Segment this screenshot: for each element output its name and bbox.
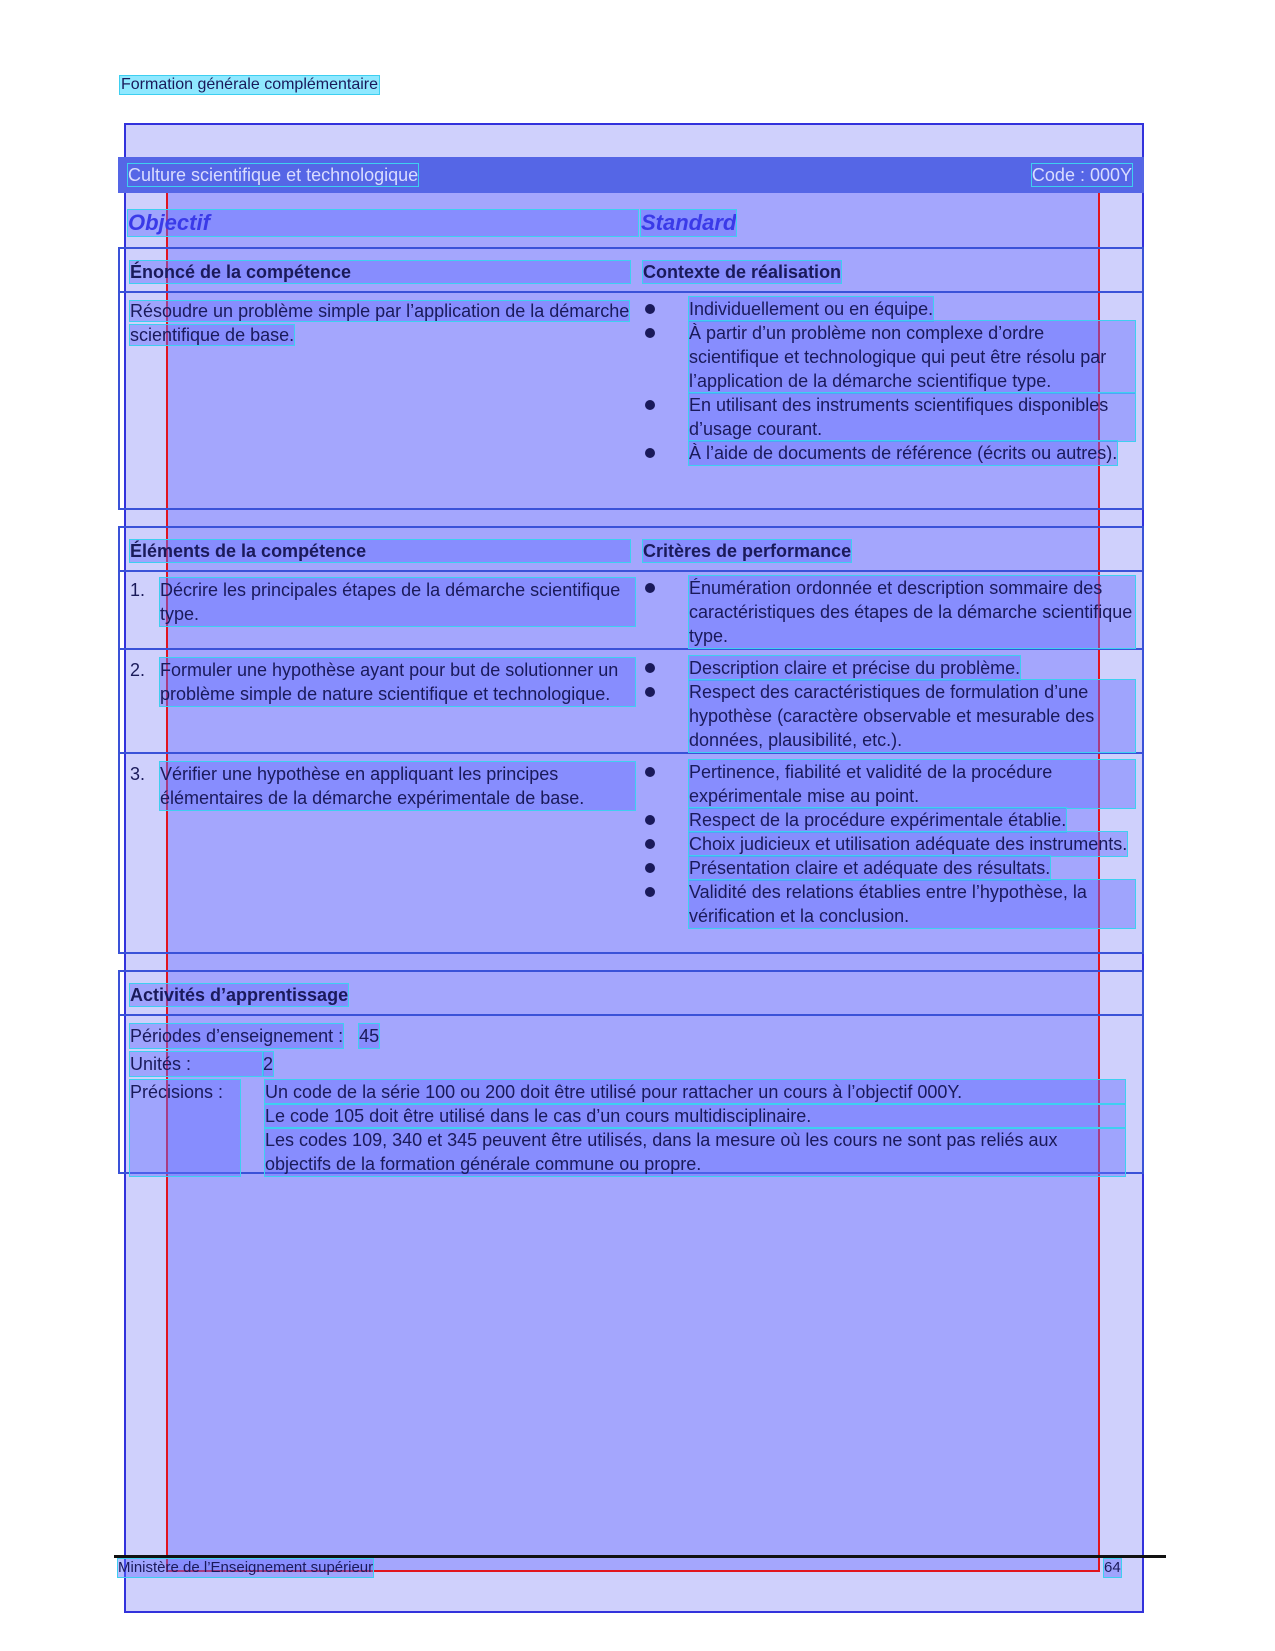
element-row bbox=[120, 754, 1142, 952]
criteria-item: Présentation claire et adéquate des résultats. bbox=[643, 856, 1135, 880]
activities-header-row bbox=[120, 972, 1142, 1016]
criteria-item: Pertinence, fiabilité et validité de la procédure expérimentale mise au point. bbox=[643, 760, 1135, 808]
competence-statement: Résoudre un problème simple par l’application de la démarche scientifique de base. bbox=[130, 301, 630, 345]
precision-item: Le code 105 doit être utilisé dans le cas d’un cours multidisciplinaire. bbox=[265, 1104, 1125, 1128]
standard-heading: Standard bbox=[641, 210, 737, 235]
elements-heading: Éléments de la compétence bbox=[130, 540, 630, 562]
competence-statement-heading: Énoncé de la compétence bbox=[130, 261, 630, 283]
bullet-icon bbox=[645, 839, 655, 849]
element-item: 1. Décrire les principales étapes de la démarche scientifique type. bbox=[130, 578, 635, 626]
bullet-icon bbox=[645, 815, 655, 825]
criteria-item: Respect des caractéristiques de formulation d’une hypothèse (caractère observable et mesurable des données, plausibilité, etc.). bbox=[643, 680, 1135, 752]
criteria-list bbox=[643, 656, 1135, 752]
activities-details bbox=[130, 1024, 1125, 1176]
precisions-label: Précisions : bbox=[130, 1080, 240, 1176]
competence-content-row bbox=[120, 293, 1142, 508]
criteria-list bbox=[643, 760, 1135, 928]
criteria-list bbox=[643, 576, 1135, 648]
bullet-icon bbox=[645, 400, 655, 410]
precision-item: Un code de la série 100 ou 200 doit être utilisé pour rattacher un cours à l’objectif 000Y. bbox=[265, 1080, 1125, 1104]
competence-header-row bbox=[120, 249, 1142, 293]
page-number: 64 bbox=[1104, 1559, 1121, 1576]
bullet-icon bbox=[645, 863, 655, 873]
periods-value: 45 bbox=[359, 1026, 380, 1046]
elements-box bbox=[118, 526, 1144, 954]
criteria-heading: Critères de performance bbox=[643, 541, 852, 561]
running-header: Formation générale complémentaire bbox=[121, 76, 379, 93]
context-item: À partir d’un problème non complexe d’ordre scientifique et technologique qui peut être résolu par l’application de la démarche scientifique type. bbox=[643, 321, 1135, 393]
competence-box bbox=[118, 247, 1144, 510]
element-item: 3. Vérifier une hypothèse en appliquant les principes élémentaires de la démarche expérimentale de base. bbox=[130, 762, 635, 810]
bullet-icon bbox=[645, 328, 655, 338]
element-row bbox=[120, 572, 1142, 650]
units-row bbox=[130, 1052, 1125, 1076]
context-item: Individuellement ou en équipe. bbox=[643, 297, 1135, 321]
footer-ministry: Ministère de l’Enseignement supérieur bbox=[118, 1559, 374, 1576]
bullet-icon bbox=[645, 767, 655, 777]
element-item: 2. Formuler une hypothèse ayant pour but de solutionner un problème simple de nature scientifique et technologique. bbox=[130, 658, 635, 706]
criteria-item: Énumération ordonnée et description sommaire des caractéristiques des étapes de la démarche scientifique type. bbox=[643, 576, 1135, 648]
context-item: En utilisant des instruments scientifiques disponibles d’usage courant. bbox=[643, 393, 1135, 441]
footer-rule bbox=[114, 1555, 1166, 1558]
course-title: Culture scientifique et technologique bbox=[128, 165, 419, 185]
element-row bbox=[120, 650, 1142, 754]
context-heading: Contexte de réalisation bbox=[643, 262, 842, 282]
bullet-icon bbox=[645, 583, 655, 593]
context-list bbox=[643, 297, 1135, 465]
bullet-icon bbox=[645, 304, 655, 314]
course-code: Code : 000Y bbox=[1031, 165, 1132, 185]
units-label: Unités : bbox=[130, 1052, 263, 1076]
criteria-item: Choix judicieux et utilisation adéquate des instruments. bbox=[643, 832, 1135, 856]
periods-row bbox=[130, 1024, 1125, 1048]
bullet-icon bbox=[645, 687, 655, 697]
precisions-list bbox=[265, 1080, 1125, 1176]
units-value: 2 bbox=[263, 1054, 274, 1074]
standards-header bbox=[118, 210, 1144, 240]
activities-box bbox=[118, 970, 1144, 1174]
precision-item: Les codes 109, 340 et 345 peuvent être utilisés, dans la mesure où les cours ne sont pas reliés aux objectifs de la formation générale commune ou propre. bbox=[265, 1128, 1125, 1176]
criteria-item: Validité des relations établies entre l’hypothèse, la vérification et la conclusion. bbox=[643, 880, 1135, 928]
activities-heading: Activités d’apprentissage bbox=[130, 985, 349, 1005]
context-item: À l’aide de documents de référence (écrits ou autres). bbox=[643, 441, 1135, 465]
elements-header-row bbox=[120, 528, 1142, 572]
criteria-item: Description claire et précise du problème. bbox=[643, 656, 1135, 680]
criteria-item: Respect de la procédure expérimentale établie. bbox=[643, 808, 1135, 832]
bullet-icon bbox=[645, 887, 655, 897]
objectif-heading: Objectif bbox=[128, 210, 638, 236]
periods-label: Périodes d’enseignement : bbox=[130, 1026, 344, 1046]
bullet-icon bbox=[645, 448, 655, 458]
bullet-icon bbox=[645, 663, 655, 673]
course-header-bar bbox=[118, 157, 1144, 193]
precisions-row bbox=[130, 1080, 1125, 1176]
